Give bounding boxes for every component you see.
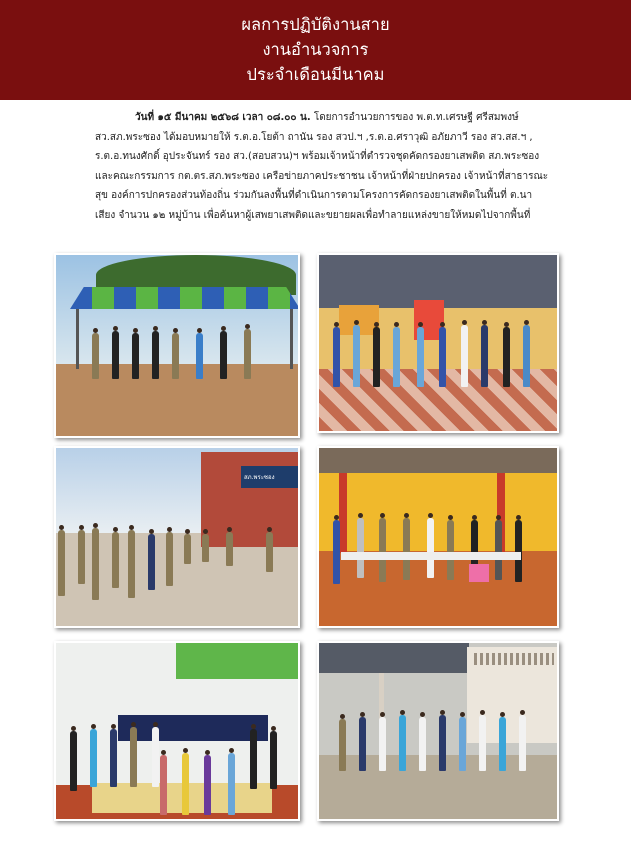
paragraph-line-1-rest: โดยการอำนวยการของ พ.ต.ท.เศรษฐี ศรีสมพงษ์ — [310, 112, 519, 123]
paragraph-line-3: ร.ต.อ.ทนงศักดิ์ อุประจันทร์ รอง สว.(สอบสวน)ฯ พร้อมเจ้าหน้าที่ตำรวจชุดคัดกรองยาเสพติด สภ.พระซอง — [95, 151, 540, 163]
person-figure — [184, 534, 191, 564]
person-figure — [92, 528, 99, 600]
paragraph-line-4: และคณะกรรมการ กต.ตร.สภ.พระซอง เครือข่ายภาคประชาชน เจ้าหน้าที่ฝ่ายปกครอง เจ้าหน้าที่สาธารณะ — [95, 170, 549, 182]
person-figure — [78, 530, 85, 584]
person-figure — [90, 729, 97, 787]
person-figure — [439, 715, 446, 771]
person-figure — [333, 327, 340, 387]
photo-tent-group — [54, 253, 300, 438]
person-figure — [152, 727, 159, 787]
person-figure — [128, 530, 135, 598]
photo-background-shape — [319, 643, 469, 673]
report-paragraph — [95, 108, 575, 226]
person-figure — [250, 729, 257, 789]
person-figure — [110, 729, 117, 787]
person-figure — [172, 333, 179, 379]
person-figure — [70, 731, 77, 791]
person-figure — [447, 520, 454, 580]
person-figure — [166, 532, 173, 586]
person-figure — [339, 719, 346, 771]
header-title-line-3: ประจำเดือนมีนาคม — [246, 65, 385, 84]
person-figure — [226, 532, 233, 566]
person-figure — [499, 717, 506, 771]
person-figure — [427, 518, 434, 578]
report-date: วันที่ ๑๕ มีนาคม ๒๕๖๘ เวลา ๐๘.๐๐ น. — [135, 112, 311, 123]
photo-screening-desk — [317, 446, 559, 628]
person-figure — [479, 715, 486, 771]
person-figure — [196, 333, 203, 379]
person-figure — [228, 753, 235, 815]
photo-village-hall-group — [317, 641, 559, 821]
person-figure — [439, 327, 446, 387]
person-figure — [481, 325, 488, 387]
person-figure — [393, 327, 400, 387]
page-header — [0, 0, 631, 100]
person-figure — [417, 327, 424, 387]
person-figure — [359, 717, 366, 771]
person-figure — [353, 325, 360, 387]
person-figure — [58, 530, 65, 596]
person-figure — [419, 717, 426, 771]
photo-background-shape — [319, 448, 557, 473]
person-figure — [152, 331, 159, 379]
photo-background-shape — [341, 552, 521, 560]
person-figure — [379, 717, 386, 771]
photo-meeting-room-group — [54, 641, 300, 821]
person-figure — [461, 325, 468, 387]
person-figure — [459, 717, 466, 771]
header-title-line-1: ผลการปฏิบัติงานสาย — [241, 15, 390, 34]
person-figure — [132, 333, 139, 379]
station-sign: สภ.พระซอง — [244, 474, 275, 481]
person-figure — [357, 518, 364, 578]
person-figure — [519, 715, 526, 771]
photo-background-shape — [339, 473, 347, 553]
person-figure — [244, 329, 251, 379]
person-figure — [373, 327, 380, 387]
person-figure — [503, 327, 510, 387]
person-figure — [399, 715, 406, 771]
person-figure — [495, 520, 502, 580]
photo-background-shape — [474, 653, 554, 665]
photo-background-shape — [76, 309, 79, 369]
photo-background-shape — [70, 287, 300, 309]
person-figure — [523, 325, 530, 387]
paragraph-line-5: สุข องค์การปกครองส่วนท้องถิ่น ร่วมกันลงพื้นที่ดำเนินการตามโครงการคัดกรองยาเสพติดในพื้นที่ ต.นา — [95, 190, 533, 202]
person-figure — [379, 518, 386, 582]
person-figure — [266, 532, 273, 572]
photo-background-shape — [118, 715, 268, 741]
person-figure — [204, 755, 211, 815]
photo-background-shape — [176, 643, 300, 679]
person-figure — [112, 532, 119, 588]
person-figure — [270, 731, 277, 789]
header-title-line-2: งานอำนวจการ — [262, 40, 369, 59]
person-figure — [160, 755, 167, 815]
person-figure — [202, 534, 209, 562]
person-figure — [130, 727, 137, 787]
person-figure — [92, 333, 99, 379]
person-figure — [220, 331, 227, 379]
photo-background-shape — [290, 309, 293, 369]
person-figure — [515, 520, 522, 582]
paragraph-line-2: สว.สภ.พระซอง ได้มอบหมายให้ ร.ต.อ.โยต้า ถานัน รอง สวป.ฯ ,ร.ต.อ.ศราวุฒิ อภัยภาวี รอง สว.สส.ฯ , — [95, 131, 533, 143]
person-figure — [403, 518, 410, 580]
person-figure — [148, 534, 155, 590]
photo-background-shape — [469, 564, 489, 582]
photo-hall-group — [317, 253, 559, 433]
photo-station-parade — [54, 446, 300, 628]
person-figure — [333, 520, 340, 584]
paragraph-line-1 — [95, 108, 575, 128]
paragraph-line-6: เสียง จำนวน ๑๒ หมู่บ้าน เพื่อค้นหาผู้เสพยาเสพติดและขยายผลเพื่อทำลายแหล่งขายให้หมดไปจากพื้นที่ — [95, 209, 531, 221]
person-figure — [112, 331, 119, 379]
person-figure — [182, 753, 189, 815]
